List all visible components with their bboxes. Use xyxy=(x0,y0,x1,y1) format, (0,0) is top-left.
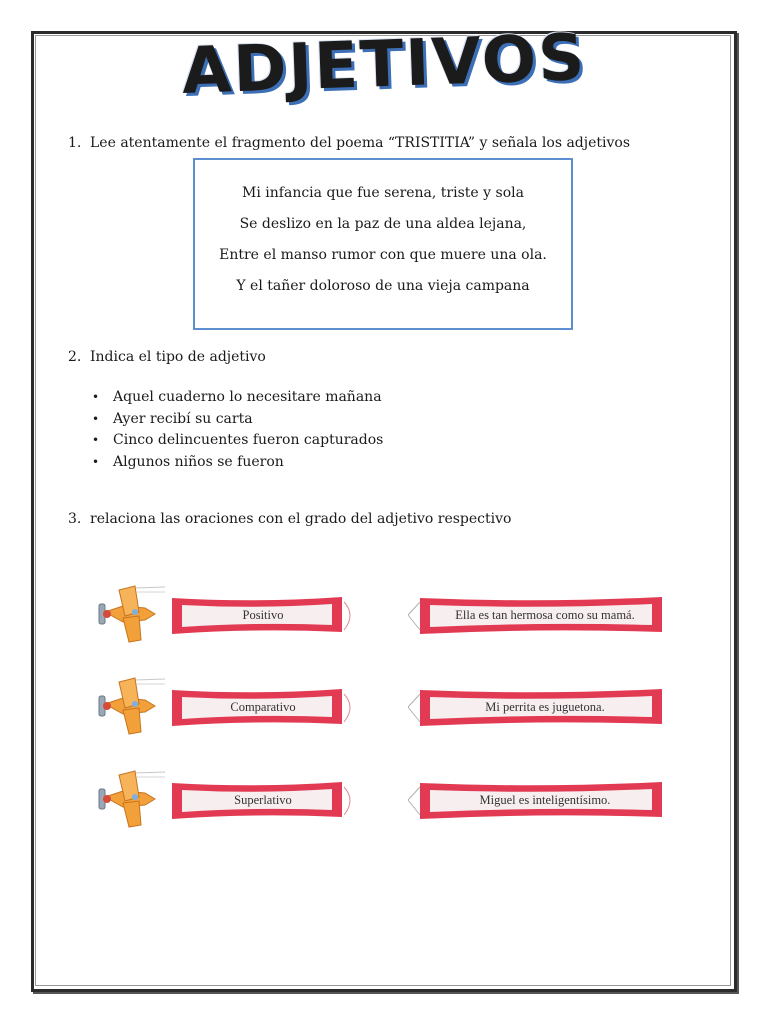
list-item xyxy=(92,387,383,409)
airplane-icon xyxy=(95,767,167,829)
question-1-number: 1. xyxy=(68,135,82,151)
bullet: • xyxy=(92,433,100,447)
sentence-banner[interactable] xyxy=(408,686,666,728)
list-item xyxy=(92,452,383,474)
banner-row xyxy=(0,580,768,650)
airplane-icon xyxy=(95,582,167,644)
question-2-number: 2. xyxy=(68,349,82,365)
degree-banner[interactable] xyxy=(170,686,356,728)
adjective-list xyxy=(92,387,383,473)
sentence-banner[interactable] xyxy=(408,594,666,636)
poem-line: Entre el manso rumor con que muere una ola. xyxy=(219,247,547,263)
page-title: ADJETIVOS xyxy=(180,20,588,110)
sentence-label: Mi perrita es juguetona. xyxy=(485,699,605,714)
list-item-text: Ayer recibí su carta xyxy=(113,410,253,427)
poem-line: Mi infancia que fue serena, triste y sola xyxy=(242,185,524,201)
question-2 xyxy=(68,349,266,365)
question-1-text: Lee atentamente el fragmento del poema “TRISTITIA” y señala los adjetivos xyxy=(90,135,631,151)
banner-row xyxy=(0,672,768,742)
degree-label: Comparativo xyxy=(230,699,296,714)
poem-box xyxy=(193,158,573,330)
bullet: • xyxy=(92,454,100,469)
question-3 xyxy=(68,511,511,527)
list-item-text: Aquel cuaderno lo necesitare mañana xyxy=(113,389,382,405)
poem-line: Se deslizo en la paz de una aldea lejana, xyxy=(239,216,527,232)
question-3-text: relaciona las oraciones con el grado del adjetivo respectivo xyxy=(90,511,512,527)
sentence-label: Miguel es inteligentísimo. xyxy=(479,792,611,807)
list-item-text: Cinco delincuentes fueron capturados xyxy=(113,432,384,448)
question-3-number: 3. xyxy=(68,511,82,527)
bullet: • xyxy=(92,390,100,404)
banner-row xyxy=(0,765,768,835)
list-item-text: Algunos niños se fueron xyxy=(113,453,284,470)
degree-banner[interactable] xyxy=(170,779,356,821)
question-1 xyxy=(68,135,630,151)
degree-label: Superlativo xyxy=(234,792,292,807)
degree-banner[interactable] xyxy=(170,594,356,636)
airplane-icon xyxy=(95,674,167,736)
question-2-text: Indica el tipo de adjetivo xyxy=(90,349,266,365)
sentence-label: Ella es tan hermosa como su mamá. xyxy=(455,607,635,622)
sentence-banner[interactable] xyxy=(408,779,666,821)
degree-label: Positivo xyxy=(242,607,284,622)
poem-line: Y el tañer doloroso de una vieja campana xyxy=(236,278,530,294)
list-item xyxy=(92,409,383,431)
bullet: • xyxy=(92,411,100,426)
list-item xyxy=(92,430,383,452)
